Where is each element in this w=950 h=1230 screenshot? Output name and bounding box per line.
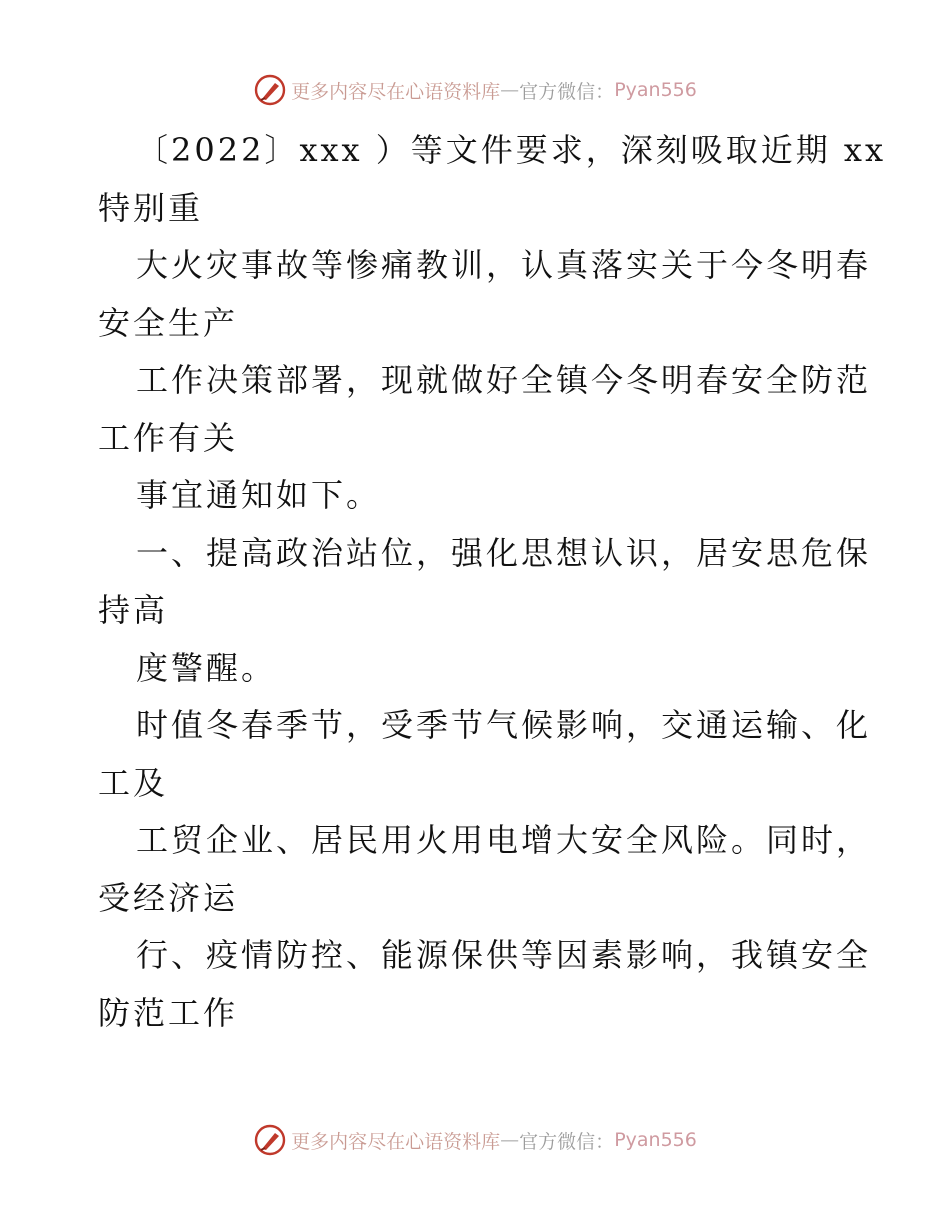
watermark-wechat-id: Pyan556 xyxy=(614,1129,697,1151)
text-line: 受经济运 xyxy=(98,878,239,917)
watermark-dash: — xyxy=(500,79,520,101)
text-line: 行、疫情防控、能源保供等因素影响，我镇安全 xyxy=(136,936,872,974)
text-line: 特别重 xyxy=(98,188,204,227)
text-line: 一、提高政治站位，强化思想认识，居安思危保 xyxy=(136,533,872,572)
header-watermark xyxy=(0,70,950,110)
document-body xyxy=(98,122,887,1042)
watermark-dash: — xyxy=(500,1129,520,1151)
watermark-wechat-label: 官方微信： xyxy=(519,80,615,103)
quill-logo-icon xyxy=(253,1123,287,1157)
watermark-text: 更多内容尽在心语资料库 xyxy=(291,1130,501,1153)
footer-watermark xyxy=(0,1120,950,1160)
text-line: 安全生产 xyxy=(98,303,239,342)
text-line: 工贸企业、居民用火用电增大安全风险。同时， xyxy=(136,821,872,859)
text-line: 防范工作 xyxy=(98,993,239,1032)
text-line: 工及 xyxy=(98,763,169,802)
text-line: 工作决策部署，现就做好全镇今冬明春安全防范 xyxy=(136,361,872,399)
text-line: 时值冬春季节，受季节气候影响，交通运输、化 xyxy=(136,706,872,744)
text-line: 度警醒。 xyxy=(136,648,277,687)
watermark-wechat-id: Pyan556 xyxy=(614,79,697,101)
watermark-wechat-label: 官方微信： xyxy=(519,1130,615,1153)
text-line: 大火灾事故等惨痛教训，认真落实关于今冬明春 xyxy=(136,246,872,284)
text-line: 事宜通知如下。 xyxy=(136,476,382,514)
text-line: 〔2022〕xxx ）等文件要求，深刻吸取近期 xx xyxy=(136,131,887,169)
quill-logo-icon xyxy=(253,73,287,107)
text-line: 工作有关 xyxy=(98,418,239,457)
watermark-text: 更多内容尽在心语资料库 xyxy=(291,80,501,103)
text-line: 持高 xyxy=(98,591,169,629)
